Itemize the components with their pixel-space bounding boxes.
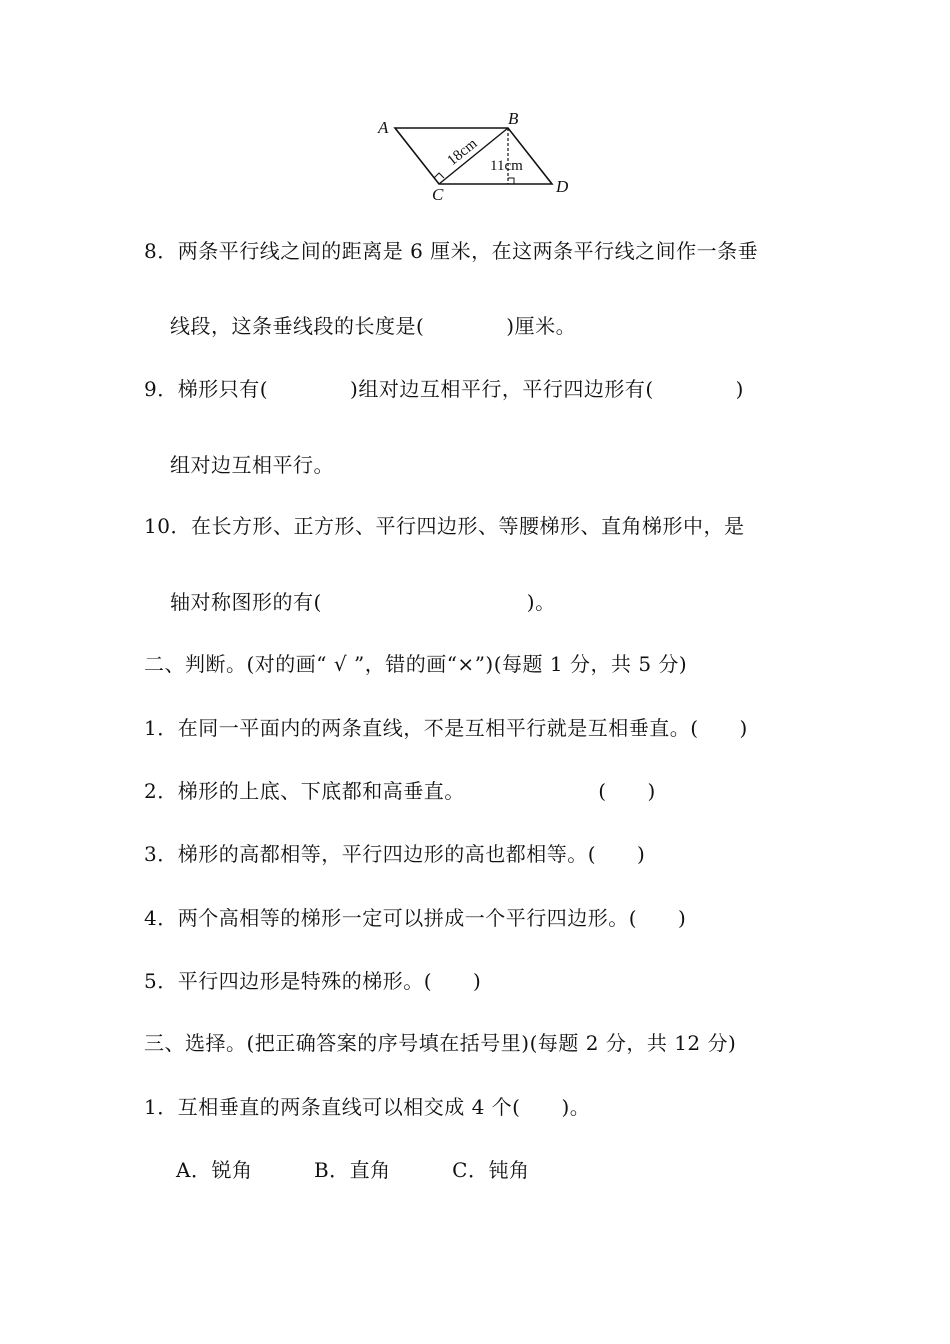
question-9-line-1: 9．梯形只有( )组对边互相平行，平行四边形有( ) <box>144 377 744 401</box>
section-3-heading: 三、选择。(把正确答案的序号填在括号里)(每题 2 分，共 12 分) <box>144 1031 737 1055</box>
choice-question-1-options: A．锐角 B．直角 C．钝角 <box>176 1158 530 1182</box>
parallelogram-figure <box>360 100 590 210</box>
judge-item-4: 4．两个高相等的梯形一定可以拼成一个平行四边形。( ) <box>144 906 687 930</box>
vertex-a-label: A <box>378 118 389 137</box>
judge-item-2: 2．梯形的上底、下底都和高垂直。 ( ) <box>144 779 656 803</box>
diagonal-length-label: 18cm <box>444 135 481 170</box>
height-length-label: 11cm <box>490 158 523 174</box>
vertex-d-label: D <box>556 177 569 196</box>
question-10-line-1: 10．在长方形、正方形、平行四边形、等腰梯形、直角梯形中，是 <box>144 514 745 538</box>
question-8-line-1: 8．两条平行线之间的距离是 6 厘米，在这两条平行线之间作一条垂 <box>144 239 759 263</box>
vertex-b-label: B <box>508 109 519 128</box>
question-8-line-2: 线段，这条垂线段的长度是( )厘米。 <box>170 314 577 338</box>
section-2-heading: 二、判断。(对的画“ √ ”，错的画“×”)(每题 1 分，共 5 分) <box>144 652 688 676</box>
judge-item-5: 5．平行四边形是特殊的梯形。( ) <box>144 969 482 993</box>
right-angle-marker-c <box>434 173 444 178</box>
choice-question-1: 1．互相垂直的两条直线可以相交成 4 个( )。 <box>144 1095 591 1119</box>
question-9-line-2: 组对边互相平行。 <box>170 453 334 477</box>
judge-item-3: 3．梯形的高都相等，平行四边形的高也都相等。( ) <box>144 842 646 866</box>
vertex-c-label: C <box>432 185 444 204</box>
question-10-line-2: 轴对称图形的有( )。 <box>170 590 556 614</box>
right-angle-marker-d <box>508 178 514 184</box>
judge-item-1: 1．在同一平面内的两条直线，不是互相平行就是互相垂直。( ) <box>144 716 748 740</box>
